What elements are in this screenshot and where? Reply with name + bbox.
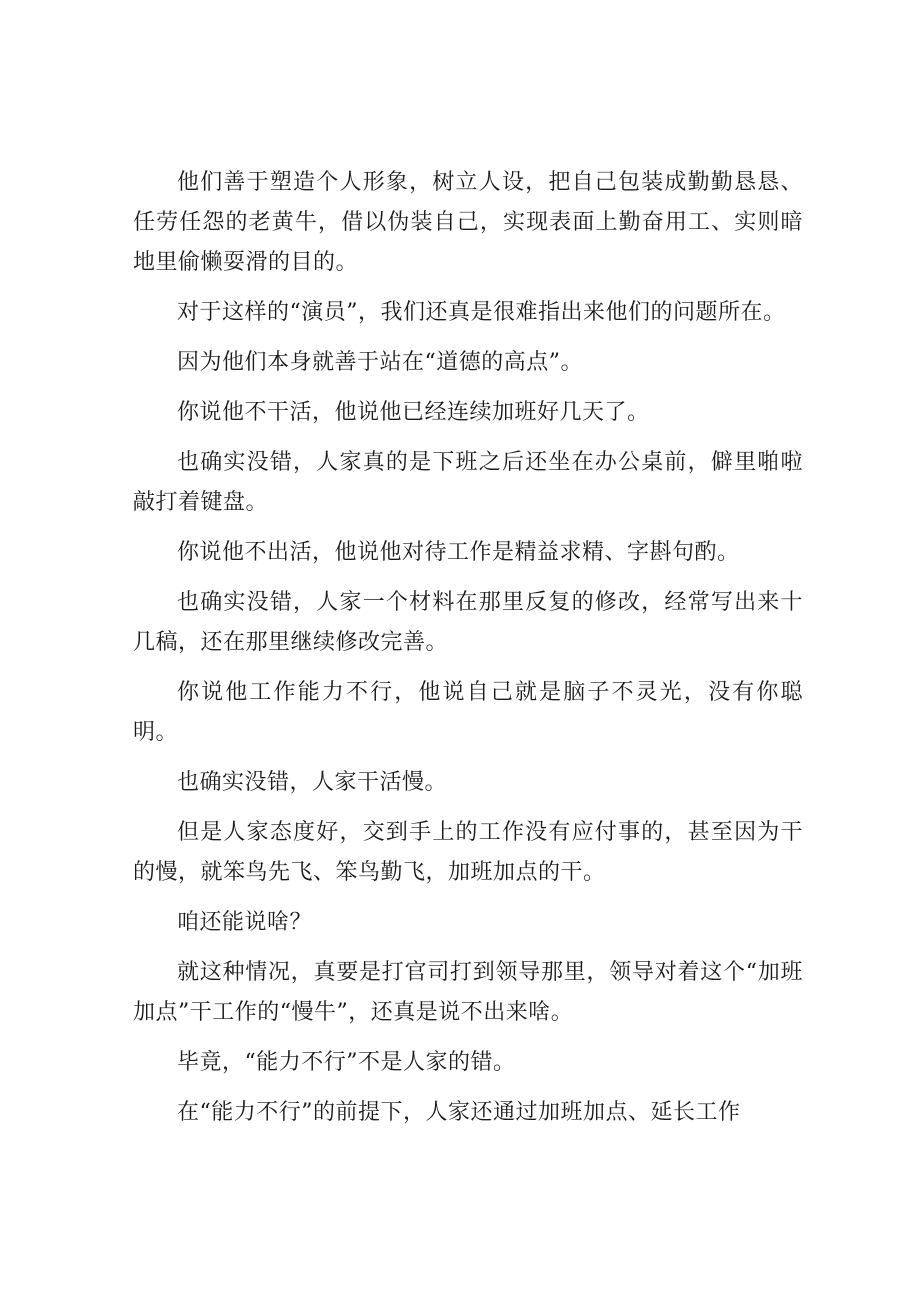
paragraph-5: 也确实没错，人家真的是下班之后还坐在办公桌前，僻里啪啦敲打着键盘。 [133,450,803,515]
paragraph-9: 也确实没错，人家干活慢。 [177,770,448,795]
paragraph-10: 但是人家态度好，交到手上的工作没有应付事的，甚至因为干的慢，就笨鸟先飞、笨鸟勤飞，加班加点的干。 [133,820,803,885]
paragraph-6: 你说他不出活，他说他对待工作是精益求精、字斟句酌。 [177,540,740,565]
paragraph-3: 因为他们本身就善于站在“道德的高点”。 [177,350,583,375]
document-body [133,163,803,1143]
paragraph-11: 咱还能说啥？ [177,910,313,935]
paragraph-7: 也确实没错，人家一个材料在那里反复的修改，经常写出来十几稿，还在那里继续修改完善。 [133,590,803,655]
paragraph-13: 毕竟，“能力不行”不是人家的错。 [177,1050,516,1075]
paragraph-4: 你说他不干活，他说他已经连续加班好几天了。 [177,400,650,425]
paragraph-8: 你说他工作能力不行，他说自己就是脑子不灵光，没有你聪明。 [133,680,803,745]
paragraph-14: 在“能力不行”的前提下，人家还通过加班加点、延长工作 [177,1100,741,1125]
paragraph-2: 对于这样的“演员”，我们还真是很难指出来他们的问题所在。 [177,300,786,325]
paragraph-1: 他们善于塑造个人形象，树立人设，把自己包装成勤勤恳恳、任劳任怨的老黄牛，借以伪装自己，实现表面上勤奋用工、实则暗地里偷懒耍滑的目的。 [133,170,803,275]
paragraph-12: 就这种情况，真要是打官司打到领导那里，领导对着这个“加班加点”干工作的“慢牛”，还真是说不出来啥。 [133,960,803,1025]
